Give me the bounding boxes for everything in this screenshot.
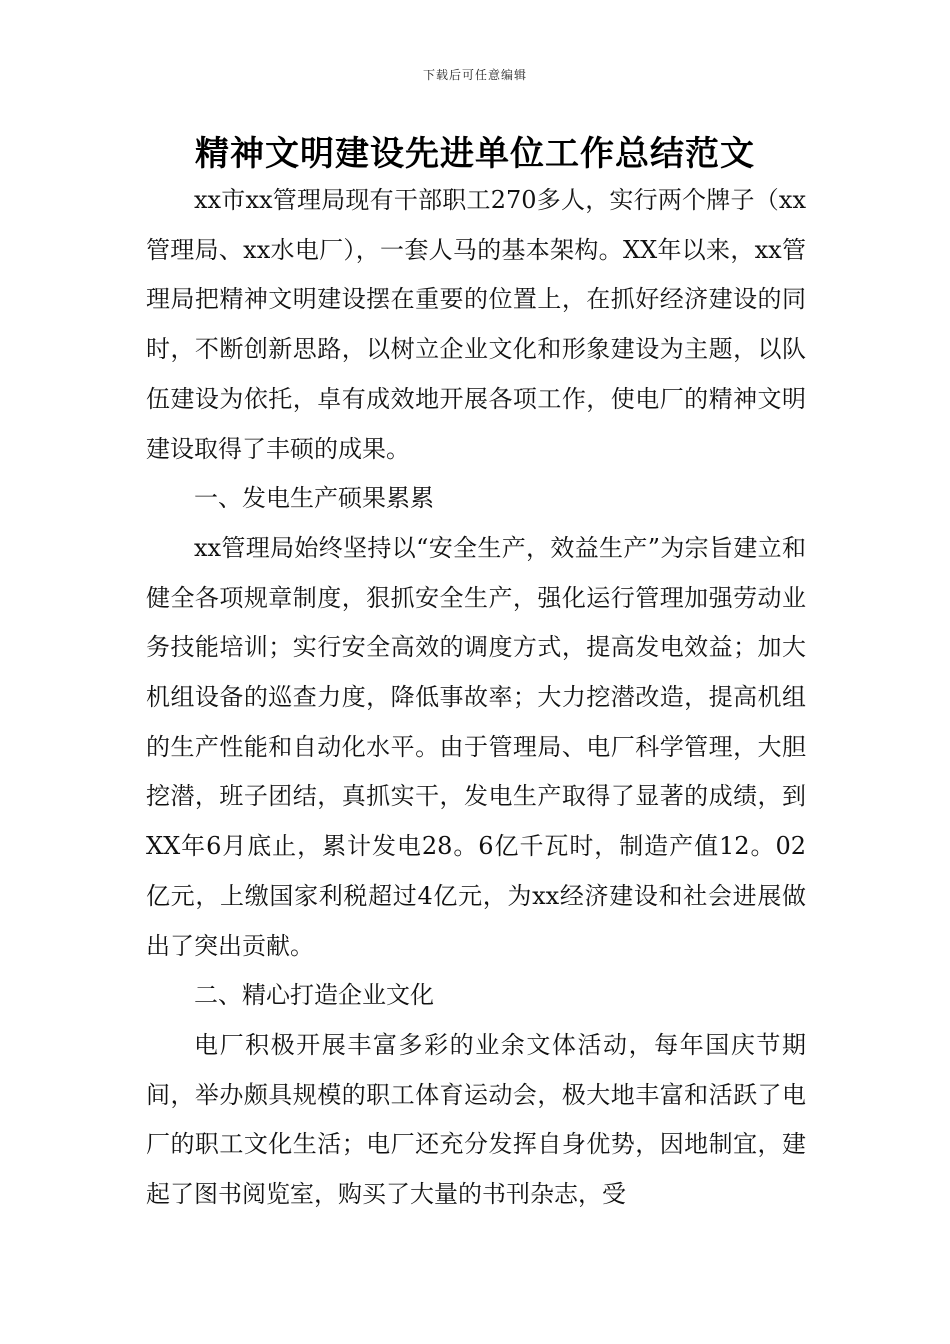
header-note: 下载后可任意编辑	[422, 68, 527, 82]
intro-paragraph: xx市xx管理局现有干部职工270多人，实行两个牌子（xx管理局、xx水电厂），一套人马的基本架构。XX年以来，xx管理局把精神文明建设摆在重要的位置上，在抓好经济建设的同时，不断创新思路，以树立企业文化和形象建设为主题，以队伍建设为依托，卓有成效地开展各项工作，使电厂的精神文明建设取得了丰硕的成果。	[146, 186, 806, 463]
section-1-paragraph: xx管理局始终坚持以“安全生产，效益生产”为宗旨建立和健全各项规章制度，狠抓安全生产，强化运行管理加强劳动业务技能培训；实行安全高效的调度方式，提高发电效益；加大机组设备的巡查力度，降低事故率；大力挖潜改造，提高机组的生产性能和自动化水平。由于管理局、电厂科学管理，大胆挖潜，班子团结，真抓实干，发电生产取得了显著的成绩，到XX年6月底止，累计发电28。6亿千瓦时，制造产值12。02亿元，上缴国家利税超过4亿元，为xx经济建设和社会进展做出了突出贡献。	[146, 533, 806, 960]
document-title: 精神文明建设先进单位工作总结范文	[195, 134, 755, 174]
section-heading-2: 二、精心打造企业文化	[194, 981, 434, 1010]
section-heading-1: 一、发电生产硕果累累	[194, 484, 434, 513]
section-2-paragraph: 电厂积极开展丰富多彩的业余文体活动，每年国庆节期间，举办颇具规模的职工体育运动会，极大地丰富和活跃了电厂的职工文化生活；电厂还充分发挥自身优势，因地制宜，建起了图书阅览室，购买了大量的书刊杂志，受	[146, 1030, 806, 1209]
document-body	[146, 176, 806, 1220]
